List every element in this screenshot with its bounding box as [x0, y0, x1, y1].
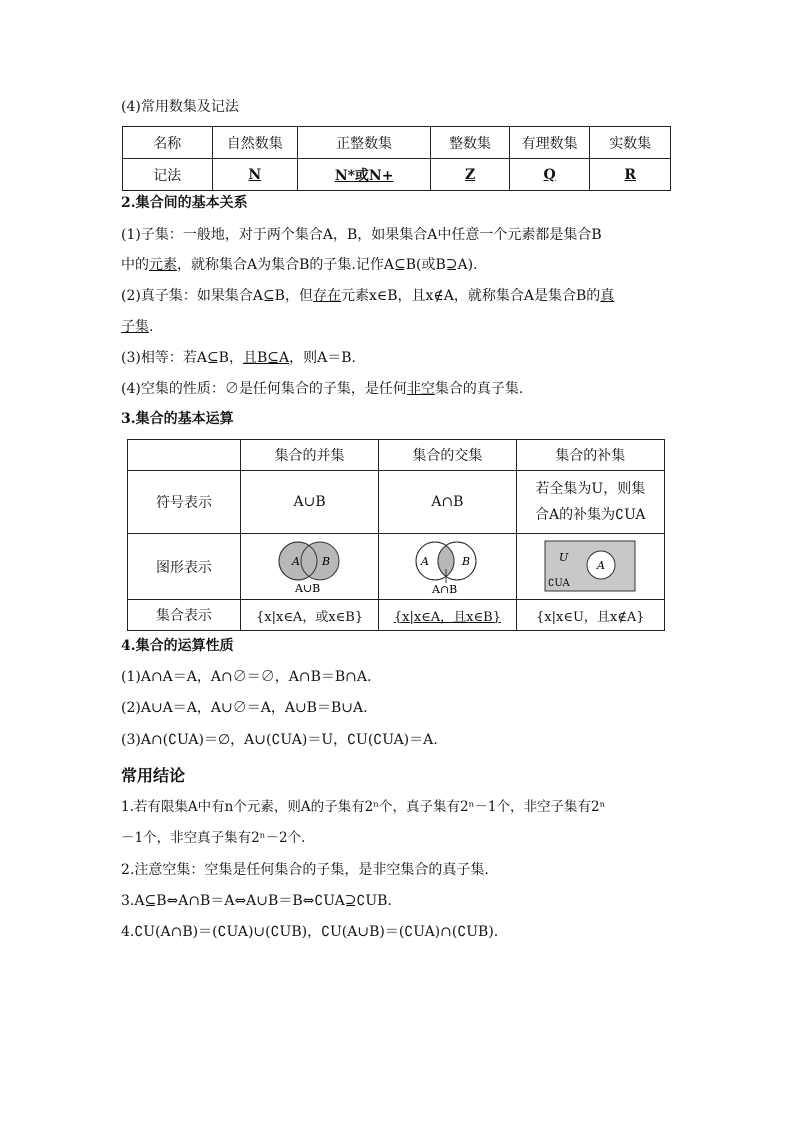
complement-text: 合A的补集为∁UA: [535, 507, 646, 523]
text-span: 且B⊆A: [242, 350, 290, 366]
table-cell: N*或N+: [298, 159, 431, 191]
text-line: (2)A∪A＝A，A∪∅＝A，A∪B＝B∪A.: [121, 700, 368, 716]
table-cell: 集合的并集: [240, 440, 378, 471]
text-span: 存在: [312, 288, 341, 304]
venn-label-u: U: [559, 550, 569, 564]
text-line: [121, 380, 523, 398]
table-row: [128, 471, 665, 534]
table-cell: [128, 440, 241, 471]
section-title-number-sets: (4)常用数集及记法: [121, 99, 239, 115]
table-cell: 符号表示: [128, 471, 241, 534]
table-cell: 图形表示: [128, 534, 241, 600]
text-span: ，就称集合A为集合B的子集.记作A⊆B(或B⊇A).: [177, 257, 478, 273]
table-cell: 名称: [123, 127, 213, 159]
venn-label-a: A: [291, 554, 300, 568]
text-line: [121, 287, 614, 305]
set-operations-table: [127, 439, 665, 631]
table-cell: N: [212, 159, 298, 191]
table-cell: {x|x∈A，且x∈B}: [379, 600, 516, 631]
table-cell: [240, 534, 378, 600]
table-row: [128, 600, 665, 631]
text-line: (3)A∩(∁UA)＝∅，A∪(∁UA)＝U，∁U(∁UA)＝A.: [121, 732, 438, 748]
text-line: (1)A∩A＝A，A∩∅＝∅，A∩B＝B∩A.: [121, 669, 372, 685]
table-cell: Z: [431, 159, 510, 191]
text-line: (1)子集：一般地，对于两个集合A，B，如果集合A中任意一个元素都是集合B: [121, 227, 602, 243]
table-cell: R: [590, 159, 671, 191]
text-span: .: [149, 319, 154, 335]
text-span: (2)真子集：如果集合A⊆B，但: [121, 288, 313, 304]
venn-label-a: A: [421, 554, 430, 568]
table-row: [123, 159, 671, 191]
table-cell: Q: [509, 159, 590, 191]
table-row: [128, 440, 665, 471]
table-cell: {x|x∈U，且x∉A}: [516, 600, 664, 631]
table-cell: 自然数集: [212, 127, 298, 159]
venn-label-b: B: [462, 554, 471, 568]
table-cell: 集合的交集: [379, 440, 516, 471]
table-cell: 记法: [123, 159, 213, 191]
venn-caption: A∩B: [432, 582, 458, 595]
text-span: (4)空集的性质：∅是任何集合的子集，是任何: [121, 381, 407, 397]
complement-text: 若全集为U，则集: [535, 481, 646, 497]
table-cell: 集合的补集: [516, 440, 664, 471]
table-row: [123, 127, 671, 159]
table-cell: {x|x∈A，或x∈B}: [240, 600, 378, 631]
text-line: [121, 349, 356, 367]
text-line: －1个，非空真子集有2ⁿ－2个.: [121, 830, 306, 846]
table-cell: 实数集: [590, 127, 671, 159]
venn-label-b: B: [321, 554, 330, 568]
table-cell: 整数集: [431, 127, 510, 159]
text-span: 集合的真子集.: [434, 381, 524, 397]
text-line: 2.注意空集：空集是任何集合的子集，是非空集合的真子集.: [121, 862, 489, 878]
venn-caption: A∪B: [294, 581, 320, 595]
section-title-operation-properties: 4.集合的运算性质: [121, 638, 234, 654]
table-cell: A∪B: [240, 471, 378, 534]
intersection-venn-diagram: [407, 539, 487, 595]
text-line: 1.若有限集A中有n个元素，则A的子集有2ⁿ个，真子集有2ⁿ－1个，非空子集有2ⁿ: [121, 799, 606, 815]
section-title-common-conclusions: 常用结论: [121, 766, 186, 785]
table-cell: [516, 534, 664, 600]
table-cell: 正整数集: [298, 127, 431, 159]
text-span: (3)相等：若A⊆B，: [121, 350, 243, 366]
text-line: 3.A⊆B⇔A∩B＝A⇔A∪B＝B⇔∁UA⊇∁UB.: [121, 893, 392, 909]
venn-complement-label: ∁UA: [548, 577, 571, 589]
table-row: [128, 534, 665, 600]
table-cell: 有理数集: [509, 127, 590, 159]
text-span: 中的: [121, 257, 149, 273]
union-venn-diagram: [270, 539, 350, 595]
table-cell: [516, 471, 664, 534]
text-span: 非空: [406, 381, 435, 397]
number-sets-table: [122, 126, 671, 191]
text-line: [121, 256, 477, 274]
section-title-basic-relations: 2.集合间的基本关系: [121, 195, 248, 211]
complement-venn-diagram: [543, 539, 637, 595]
text-line: [121, 318, 153, 336]
table-cell: [379, 534, 516, 600]
text-span: 真: [600, 288, 615, 304]
text-span: 元素x∈B，且x∉A，就称集合A是集合B的: [340, 288, 601, 304]
venn-label-a: A: [597, 558, 606, 572]
text-line: 4.∁U(A∩B)＝(∁UA)∪(∁UB)，∁U(A∪B)＝(∁UA)∩(∁UB).: [121, 924, 499, 940]
table-cell: 集合表示: [128, 600, 241, 631]
text-span: 子集: [121, 319, 149, 335]
text-span: ，则A＝B.: [289, 350, 356, 366]
section-title-set-operations: 3.集合的基本运算: [121, 411, 234, 427]
table-cell: A∩B: [379, 471, 516, 534]
text-span: 元素: [149, 257, 177, 273]
